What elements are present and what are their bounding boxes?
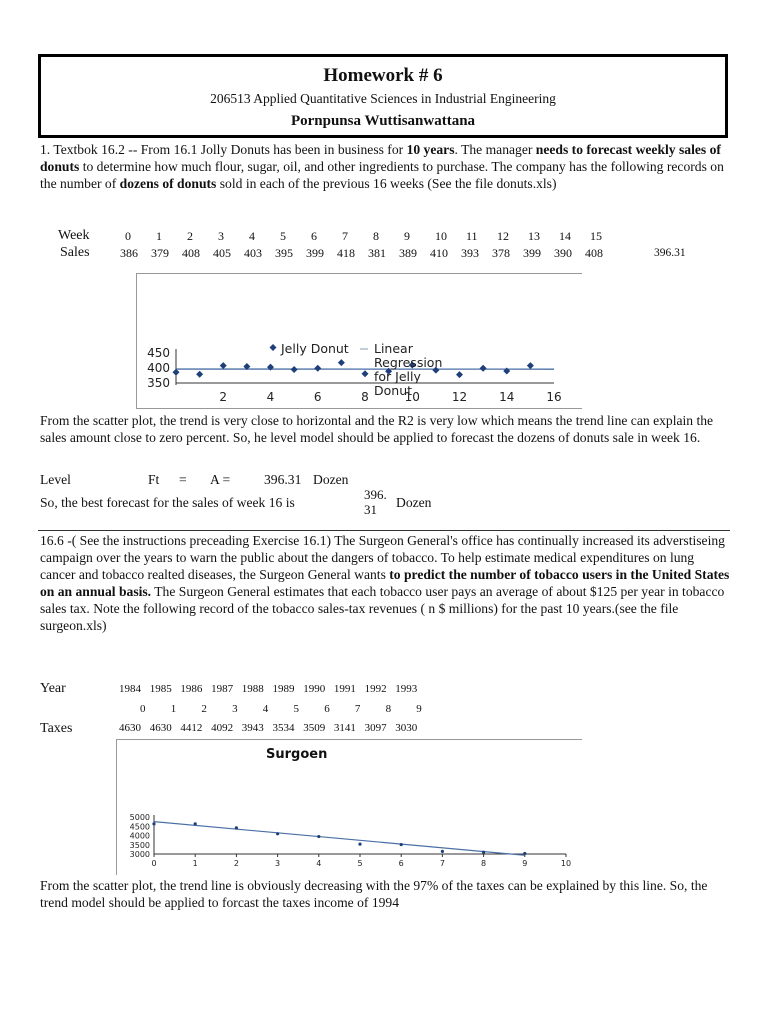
chart1-x-tick-label: 4 [266,390,275,404]
chart1-y-tick-label: 400 [147,361,170,375]
q1-intro-bold-dozens: dozens of donuts [119,176,217,191]
year-cell: 1986 [180,683,203,695]
level-label: Level [40,472,71,487]
ft-symbol: Ft [148,472,160,487]
chart2-x-tick-label: 8 [481,859,487,868]
taxes-label: Taxes [40,721,73,736]
tax-cell: 3141 [333,722,356,734]
q1-intro [40,141,730,192]
week-cell: 4 [249,229,255,243]
tax-cell: 3534 [272,722,295,734]
week-cell: 8 [373,229,379,243]
chart1-x-tick-label: 14 [499,390,515,404]
sales-cell: 399 [306,246,324,260]
year-cell: 1992 [364,683,387,695]
q2-intro-bold-predict: to predict the number of tobacco users in the United States on an annual basis. [40,567,730,599]
chart1-legend-regression-line: Donut [374,383,413,398]
chart2-data-point [152,822,155,825]
chart2-y-tick-label: 5000 [129,813,150,822]
week-label: Week [58,228,90,243]
week-cell: 2 [187,229,193,243]
q1-analysis: From the scatter plot, the trend is very close to horizontal and the R2 is very low which means the trend line can explain the sales amount close to zero percent. So, he level model should be applied to forecast the dozens of donuts sale in week 16. [40,413,714,445]
q1-intro-text-c: . The manager [454,142,536,157]
forecast-value-line2: 31 [364,502,377,517]
index-cell: 7 [354,703,361,715]
week-cell: 5 [280,229,286,243]
chart2-x-tick-label: 3 [275,859,281,868]
week-cell: 9 [404,229,410,243]
index-cell: 9 [416,703,422,715]
sales-cell: 399 [523,246,541,260]
level-value: 396.31 [264,472,302,487]
sales-cell: 393 [461,246,479,260]
year-cell: 1984 [119,683,141,695]
sales-cell: 381 [368,246,386,260]
year-cell: 1987 [211,683,234,695]
chart2-data-point [194,822,197,825]
week-cell: 10 [435,229,447,243]
week-cell: 0 [125,229,131,243]
chart2-data-point [523,852,526,855]
chart2-data-point [317,835,320,838]
week-cell: 14 [559,229,571,243]
week-cell: 1 [156,229,162,243]
chart2-x-tick-label: 7 [439,859,445,868]
tax-cell: 4630 [149,722,172,734]
chart2-y-tick-label: 3000 [129,850,150,859]
sales-cell: 405 [213,246,231,260]
q1-intro-text-e: to determine how much flour, sugar, oil, and other ingredients to purchase. The company has the following records on the number of [40,159,724,191]
course-name: 206513 Applied Quantitative Sciences in Industrial Engineering [210,91,556,106]
year-cell: 1988 [241,683,264,695]
index-cell: 3 [232,703,238,715]
index-cell: 6 [324,703,330,715]
sales-average: 396.31 [654,247,686,259]
week-cell: 15 [590,229,602,243]
q2-intro [40,532,730,634]
sales-cell: 410 [430,246,448,260]
homework-header [38,54,728,138]
chart2-x-tick-label: 5 [357,859,363,868]
chart1-y-tick-label: 450 [147,346,170,360]
forecast-value-line1: 396. [364,487,387,502]
sales-cell: 379 [151,246,169,260]
level-unit: Dozen [313,472,349,487]
index-cell: 8 [385,703,392,715]
sales-cell: 403 [244,246,262,260]
q2-analysis: From the scatter plot, the trend line is obviously decreasing with the 97% of the taxes can be explained by this line. So, the trend model should be applied to forcast the taxes income of 1994 [40,878,708,910]
sales-cell: 386 [120,246,138,260]
index-cell: 4 [262,703,269,715]
week-cell: 12 [497,229,509,243]
chart1-legend-regression-line: Linear [374,341,413,356]
q2-intro-text-a: 16.6 -( See the instructions preceading Exercise 16.1) The Surgeon General's office has continually increased its adverstiseing campaign over the years to warn the public about the dangers of tobacco. To help estimate medical expenditures on lung cancer and tobacco realted diseases, the Surgeon General wants [40,533,725,582]
chart1-x-tick-label: 12 [451,390,468,404]
chart1-x-tick-label: 2 [219,390,228,404]
chart1-legend-regression-line: Regression [374,355,443,370]
section-divider [38,530,730,531]
index-cell: 0 [140,703,146,715]
tax-cell: 3943 [241,722,264,734]
index-cell: 2 [201,703,207,715]
q1-intro-bold-years: 10 years [406,142,455,157]
year-cell: 1993 [395,683,418,695]
chart2-x-tick-label: 10 [560,859,572,868]
surgeon-chart [116,739,582,875]
tax-cell: 4630 [119,722,141,734]
sales-cell: 408 [182,246,200,260]
sales-cell: 408 [585,246,603,260]
chart2-data-point [441,850,444,853]
year-label: Year [40,681,66,696]
chart1-legend-regression-line: for Jelly [374,369,421,384]
chart2-x-tick-label: 6 [398,859,404,868]
chart2-data-point [276,832,279,835]
chart2-title: Surgoen [266,747,328,762]
year-cell: 1989 [272,683,295,695]
chart2-x-tick-label: 2 [233,859,239,868]
chart2-data-point [358,843,361,846]
q1-conclusion: So, the best forecast for the sales of week 16 is [40,495,295,510]
q1-sales-table [0,228,768,264]
week-cell: 6 [311,229,317,243]
homework-title: Homework # 6 [323,65,443,86]
chart2-data-point [400,843,403,846]
q1-intro-bold-forecast: needs to forecast weekly sales of donuts [40,142,721,174]
index-cell: 1 [170,703,177,715]
chart1-x-tick-label: 16 [546,390,562,404]
forecast-value [364,487,387,517]
chart2-x-tick-label: 9 [522,859,528,868]
jelly-donut-chart [136,273,582,409]
tax-cell: 3030 [395,722,418,734]
year-cell: 1990 [303,683,326,695]
chart1-frame [137,274,583,409]
q1-intro-text-a: 1. Textbok 16.2 -- From 16.1 Jolly Donuts has been in business for [40,142,407,157]
week-cell: 3 [218,229,224,243]
sales-cell: 418 [337,246,355,260]
chart2-y-tick-label: 3500 [129,840,150,850]
chart1-x-tick-label: 6 [313,390,322,404]
chart2-x-tick-label: 0 [151,859,157,868]
forecast-unit: Dozen [396,495,432,510]
week-cell: 7 [342,229,348,243]
tax-cell: 4092 [211,722,234,734]
week-cell: 13 [528,229,540,243]
chart2-x-tick-label: 4 [316,859,322,868]
index-cell: 5 [293,703,299,715]
chart1-y-tick-label: 350 [147,376,170,390]
chart2-trendline [154,822,525,856]
author-name: Pornpunsa Wuttisanwattana [290,113,476,129]
week-cell: 11 [466,229,478,243]
sales-cell: 395 [275,246,293,260]
chart2-y-tick-label: 4000 [129,831,150,841]
chart1-x-tick-label: 10 [404,390,420,404]
year-cell: 1991 [333,683,356,695]
chart1-x-tick-label: 8 [361,390,369,404]
chart1-legend-jelly-donut: Jelly Donut [281,341,349,356]
q2-intro-text-c: The Surgeon General estimates that each tobacco user pays an average of about $125 per year in tobacco sales tax. Note the following record of the tobacco sales-tax revenues ( n $ millions) for the past 10 years.(see the file surgeon.xls) [40,584,725,633]
tax-cell: 3097 [364,722,387,734]
a-equals: A = [210,472,231,487]
sales-label: Sales [60,245,90,260]
chart2-y-tick-label: 4500 [129,822,150,832]
sales-cell: 390 [554,246,572,260]
equals-sign: = [179,472,187,487]
sales-cell: 389 [399,246,417,260]
q1-intro-text-g: sold in each of the previous 16 weeks (See the file donuts.xls) [216,176,557,191]
sales-cell: 378 [492,246,510,260]
chart2-data-point [482,851,485,854]
q2-taxes-table [0,679,768,739]
tax-cell: 4412 [180,722,203,734]
tax-cell: 3509 [303,722,326,734]
chart2-x-tick-label: 1 [192,859,198,868]
year-cell: 1985 [149,683,172,695]
chart2-data-point [235,826,238,829]
